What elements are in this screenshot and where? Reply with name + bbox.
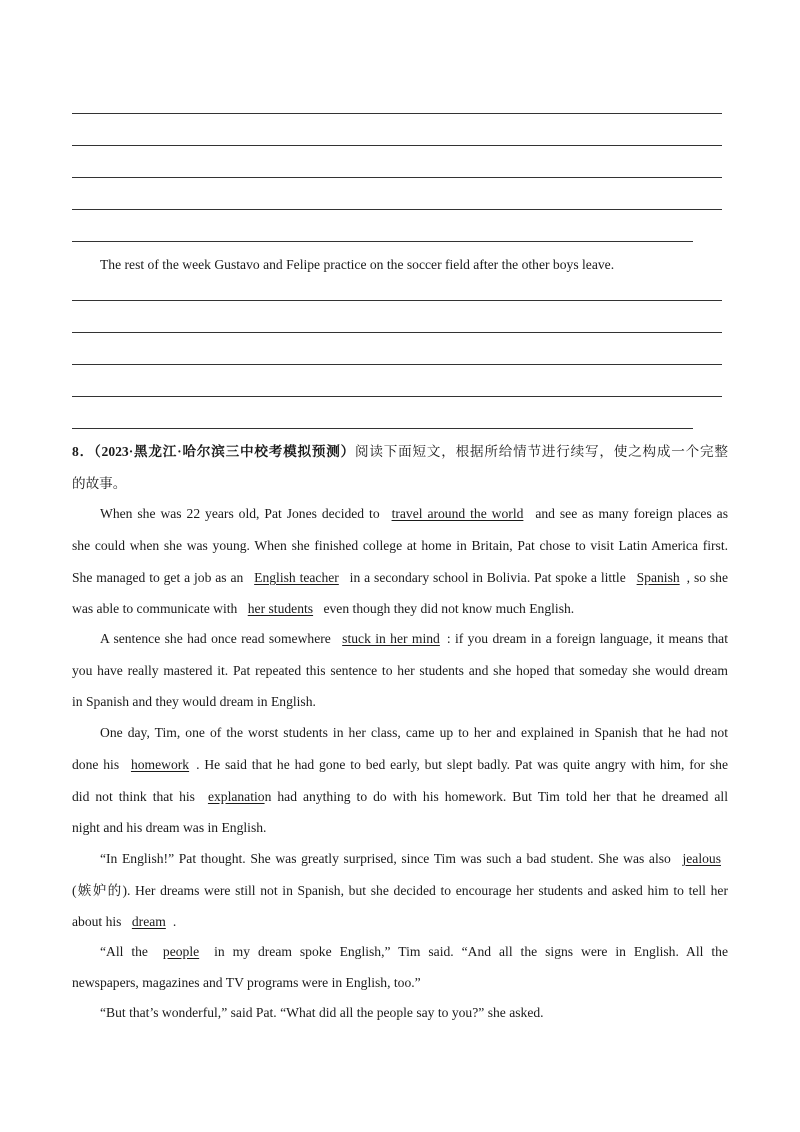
passage-line (72, 781, 728, 813)
underlined-answer: dream (131, 914, 166, 929)
underlined-answer: English teacher (254, 570, 339, 585)
writing-prompt: The rest of the week Gustavo and Felipe practice on the soccer field after the other boys leave. (100, 257, 615, 272)
text: newspapers, magazines and TV programs were in English, too.” (72, 975, 421, 990)
passage-line (72, 686, 728, 718)
writing-line[interactable] (72, 332, 722, 333)
underlined-answer: her students (247, 601, 314, 616)
underlined-answer: homework (130, 757, 190, 772)
passage-line (72, 812, 728, 844)
passage-line (72, 875, 728, 907)
underlined-answer: stuck in her mind (342, 631, 440, 646)
passage-line (72, 655, 728, 687)
question-instruction: 阅读下面短文，根据所给情节进行续写，使之构成一个完整 (355, 444, 729, 459)
passage-line (72, 498, 728, 530)
passage-line (72, 906, 728, 938)
text: even though they did not know much English. (320, 601, 575, 616)
text: A sentence she had once read somewhere (100, 631, 336, 646)
passage-line (72, 997, 728, 1029)
question-number: 8． (72, 444, 94, 459)
text: : if you dream in a foreign language, it means that (446, 631, 728, 646)
passage-line (72, 936, 728, 968)
passage-line (72, 749, 728, 781)
question-header (72, 436, 728, 468)
passage-line (72, 623, 728, 655)
text: was able to communicate with (72, 601, 241, 616)
text: in my dream spoke English,” Tim said. “And all the signs were in English. All the (206, 944, 728, 959)
writing-line[interactable] (72, 145, 722, 146)
text: . He said that he had gone to bed early, but slept badly. Pat was quite angry with him, for she (196, 757, 728, 772)
writing-line[interactable] (72, 241, 693, 242)
underlined-answer: travel around the world (391, 506, 524, 521)
passage-line (72, 562, 728, 594)
passage-line (72, 843, 728, 875)
text: done his (72, 757, 124, 772)
underlined-answer: explanatio (207, 789, 265, 804)
passage-line (72, 967, 728, 999)
instruction-continuation: 的故事。 (72, 476, 127, 491)
question-instruction-cont (72, 468, 728, 500)
text: in a secondary school in Bolivia. Pat spoke a little (345, 570, 630, 585)
writing-line[interactable] (72, 209, 722, 210)
text: she could when she was young. When she finished college at home in Britain, Pat chose to visit Latin America first. (72, 538, 728, 553)
text: She managed to get a job as an (72, 570, 248, 585)
text: “In English!” Pat thought. She was greatly surprised, since Tim was such a bad student. She was also (100, 851, 676, 866)
writing-line[interactable] (72, 428, 693, 429)
passage-line (72, 530, 728, 562)
text: you have really mastered it. Pat repeated this sentence to her students and she hoped that someday she would dream (72, 663, 728, 678)
text: , so she (686, 570, 729, 585)
writing-line[interactable] (72, 300, 722, 301)
text: in Spanish and they would dream in English. (72, 694, 316, 709)
writing-line[interactable] (72, 113, 722, 114)
text: “All the (100, 944, 156, 959)
text: “But that’s wonderful,” said Pat. “What did all the people say to you?” she asked. (100, 1005, 544, 1020)
passage-line (72, 593, 728, 625)
passage-line (72, 717, 728, 749)
writing-line[interactable] (72, 177, 722, 178)
text: n had anything to do with his homework. But Tim told her that he dreamed all (264, 789, 728, 804)
underlined-answer: Spanish (636, 570, 680, 585)
text: about his (72, 914, 125, 929)
underlined-answer: jealous (682, 851, 721, 866)
writing-line[interactable] (72, 396, 722, 397)
text: One day, Tim, one of the worst students in her class, came up to her and explained in Spanish that he had not (100, 725, 728, 740)
text: . (172, 914, 177, 929)
text: When she was 22 years old, Pat Jones decided to (100, 506, 385, 521)
question-source: （2023·黑龙江·哈尔滨三中校考模拟预测） (93, 444, 356, 459)
text: night and his dream was in English. (72, 820, 267, 835)
writing-line[interactable] (72, 364, 722, 365)
text: did not think that his (72, 789, 201, 804)
text: (嫉妒的). Her dreams were still not in Spanish, but she decided to encourage her students and asked him to tell her (72, 883, 728, 898)
underlined-answer: people (162, 944, 200, 959)
text: and see as many foreign places as (530, 506, 728, 521)
